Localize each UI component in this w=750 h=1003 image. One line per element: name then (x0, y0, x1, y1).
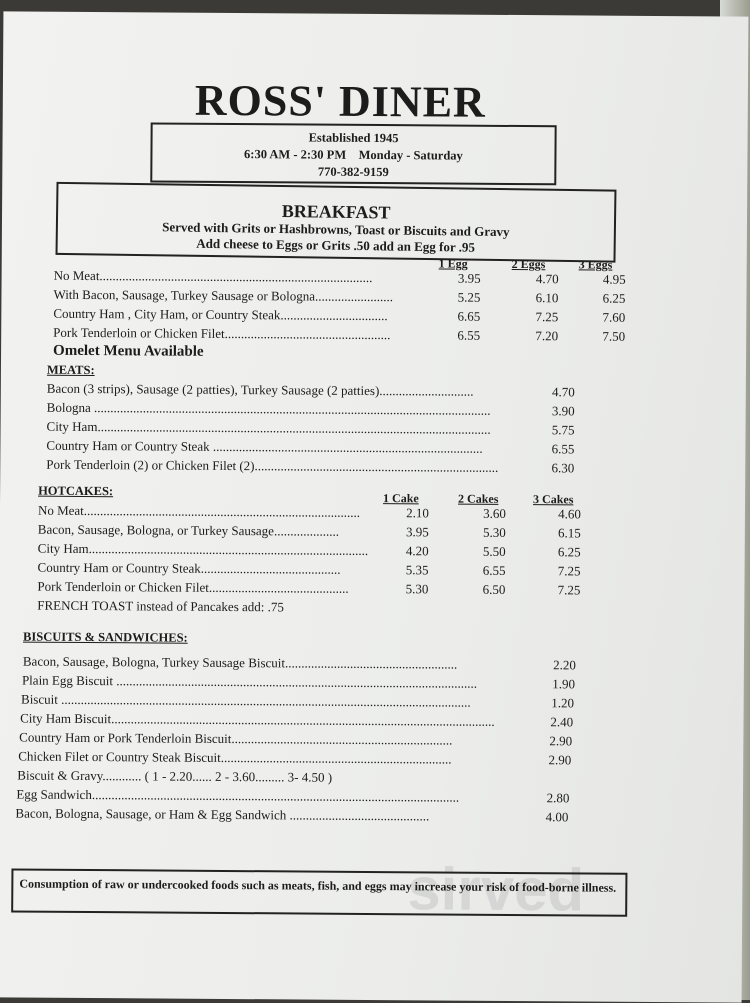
item-price: 5.25 (457, 289, 481, 305)
item-price: 5.35 (405, 562, 429, 578)
item-name: Bacon, Sausage, Bologna, Turkey Sausage Biscuit..................................................... (22, 653, 458, 672)
menu-page (0, 11, 748, 1002)
hotcakes-heading: HOTCAKES: (38, 483, 114, 499)
item-name: City Ham Biscuit...................................................................................................................... (20, 710, 495, 729)
item-name: With Bacon, Sausage, Turkey Sausage or Bologna........................ (53, 286, 394, 305)
column-header: 1 Cake (383, 491, 419, 506)
item-name: Pork Tenderloin or Chicken Filet................................................... (53, 324, 391, 343)
item-price: 2.40 (550, 714, 574, 730)
item-name: Bologna .......................................................................................................................... (46, 399, 491, 418)
item-name: Bacon, Sausage, Bologna, or Turkey Sausage.................... (37, 521, 340, 539)
health-warning: Consumption of raw or undercooked foods such as meats, fish, and eggs may increase your risk of food-borne illness. (11, 868, 627, 916)
breakfast-line1: Served with Grits or Hashbrowns, Toast or Biscuits and Gravy (162, 219, 510, 240)
item-price: 3.95 (457, 270, 481, 286)
menu-item (46, 455, 586, 478)
breakfast-line2: Add cheese to Eggs or Grits .50 add an Egg for .95 (196, 235, 476, 255)
item-price: 5.50 (482, 543, 506, 559)
item-price: 3.90 (551, 403, 575, 419)
restaurant-title: ROSS' DINER (194, 75, 486, 127)
item-price: 4.20 (405, 543, 429, 559)
item-price: 7.60 (602, 309, 626, 325)
item-price: 6.50 (482, 581, 506, 597)
item-name: Pork Tenderloin or Chicken Filet........................................... (37, 578, 349, 596)
item-name: Egg Sandwich................................................................................................................. (16, 786, 460, 805)
item-price: 7.25 (557, 563, 581, 579)
item-price: 4.95 (602, 271, 626, 287)
item-price: 3.95 (406, 524, 429, 540)
biscuits-section (15, 628, 583, 827)
item-price: 6.55 (457, 327, 481, 343)
item-name: Country Ham or Pork Tenderloin Biscuit.................................................................... (19, 729, 453, 748)
meats-section (46, 355, 587, 478)
omelet-note: Omelet Menu Available (53, 342, 204, 360)
item-price: 7.25 (535, 309, 559, 325)
item-price: 2.90 (548, 752, 572, 768)
item-price: 5.30 (405, 581, 429, 597)
item-price: 2.90 (549, 733, 573, 749)
column-header: 3 Eggs (578, 257, 613, 272)
item-price: 4.60 (558, 506, 582, 522)
column-header: 3 Cakes (533, 492, 574, 507)
item-name: Biscuit .............................................................................................................................. (21, 691, 471, 710)
item-name: Country Ham , City Ham, or Country Steak................................. (53, 305, 388, 324)
meats-heading: MEATS: (46, 362, 95, 378)
item-price: 6.25 (557, 544, 581, 560)
item-price: 5.75 (551, 422, 575, 438)
item-price: 6.30 (551, 460, 575, 476)
breakfast-section (53, 246, 634, 365)
item-price: 1.90 (552, 676, 576, 692)
item-price: 6.15 (558, 525, 581, 541)
item-name: No Meat..................................................................................... (37, 502, 361, 520)
hotcakes-section (37, 482, 598, 619)
item-price: 2.80 (546, 790, 570, 806)
item-price: 6.55 (551, 441, 575, 457)
phone: 770-382-9159 (317, 164, 389, 180)
established: Established 1945 (308, 130, 399, 146)
item-name: Country Ham or Country Steak ................................................................................... (46, 437, 483, 456)
column-header: 2 Eggs (511, 256, 546, 272)
item-price: 6.65 (457, 308, 481, 324)
french-toast-note: FRENCH TOAST instead of Pancakes add: .75 (37, 597, 284, 615)
item-price: 2.20 (553, 657, 576, 673)
item-name: No Meat.................................................................................... (53, 267, 373, 285)
item-price: 2.10 (406, 505, 430, 521)
hours: 6:30 AM - 2:30 PM Monday - Saturday (244, 147, 463, 163)
item-name: Bacon (3 strips), Sausage (2 patties), Turkey Sausage (2 patties)............................. (46, 380, 474, 399)
item-price: 6.25 (602, 290, 626, 306)
item-price: 3.60 (483, 505, 507, 521)
item-name: Chicken Filet or Country Steak Biscuit....................................................................... (18, 748, 452, 767)
item-name: Plain Egg Biscuit ............................................................................................................... (21, 672, 478, 691)
column-header: 1 Egg (438, 256, 468, 271)
item-price: 4.70 (552, 384, 575, 400)
item-price: 7.20 (535, 328, 559, 344)
item-price: 4.70 (535, 271, 559, 287)
item-name: City Ham......................................................................................................................... (46, 418, 491, 437)
item-name: Biscuit & Gravy............ ( 1 - 2.20...... 2 - 3.60......... 3- 4.50 ) (17, 767, 333, 785)
item-price: 6.10 (535, 290, 559, 306)
item-price: 1.20 (551, 695, 575, 711)
biscuits-heading: BISCUITS & SANDWICHES: (23, 629, 188, 645)
item-name: Country Ham or Country Steak........................................... (37, 559, 341, 577)
column-header: 2 Cakes (458, 491, 499, 506)
item-name: City Ham...................................................................................... (37, 540, 369, 558)
item-price: 7.50 (602, 328, 626, 344)
breakfast-heading: BREAKFAST (281, 200, 391, 223)
item-name: Pork Tenderloin (2) or Chicken Filet (2)........................................................................... (46, 456, 499, 475)
item-price: 4.00 (545, 809, 569, 825)
item-price: 6.55 (482, 562, 506, 578)
info-box (150, 122, 556, 185)
watermark-logo: sirved (407, 855, 585, 924)
item-name: Bacon, Bologna, Sausage, or Ham & Egg Sandwich ........................................... (15, 805, 430, 824)
menu-item (15, 804, 582, 827)
item-price: 7.25 (557, 582, 581, 598)
item-price: 5.30 (483, 524, 506, 540)
